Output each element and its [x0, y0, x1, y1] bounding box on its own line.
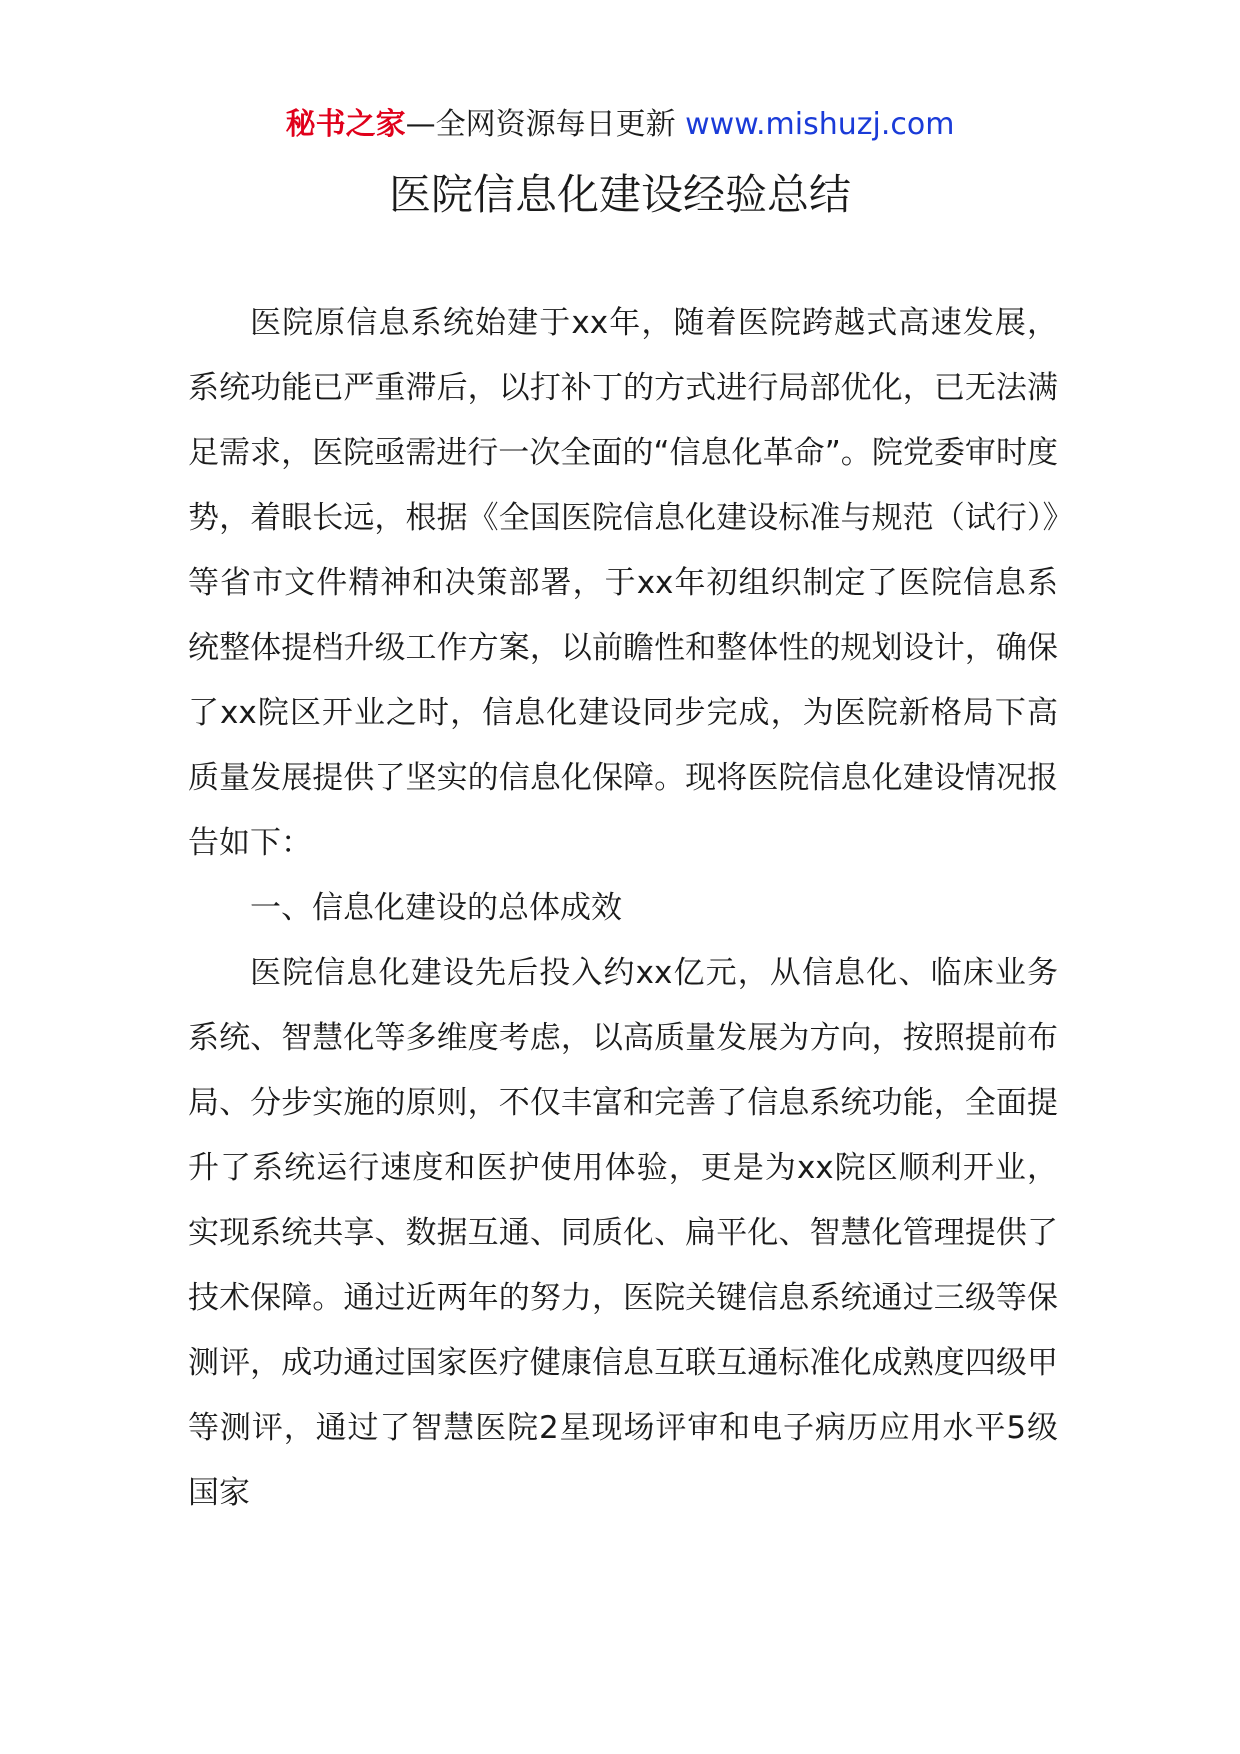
banner-url-link[interactable]: www.mishuzj.com	[685, 107, 955, 142]
document-body	[188, 291, 1058, 1526]
banner-brand: 秘书之家	[285, 107, 406, 142]
document-title: 医院信息化建设经验总结	[388, 170, 851, 219]
banner-tagline: —全网资源每日更新	[405, 107, 676, 142]
site-banner	[0, 100, 1240, 150]
section-heading: 一、信息化建设的总体成效	[250, 890, 622, 926]
paragraph-intro: 医院原信息系统始建于xx年，随着医院跨越式高速发展，系统功能已严重滞后，以打补丁的方式进行局部优化，已无法满足需求，医院亟需进行一次全面的“信息化革命”。院党委审时度势，着眼长远，根据《全国医院信息化建设标准与规范（试行）》等省市文件精神和决策部署，于xx年初组织制定了医院信息系统整体提档升级工作方案，以前瞻性和整体性的规划设计，确保了xx院区开业之时，信息化建设同步完成，为医院新格局下高质量发展提供了坚实的信息化保障。现将医院信息化建设情况报告如下：	[188, 305, 1058, 861]
paragraph-results: 医院信息化建设先后投入约xx亿元，从信息化、临床业务系统、智慧化等多维度考虑，以高质量发展为方向，按照提前布局、分步实施的原则，不仅丰富和完善了信息系统功能，全面提升了系统运行速度和医护使用体验，更是为xx院区顺利开业，实现系统共享、数据互通、同质化、扁平化、智慧化管理提供了技术保障。通过近两年的努力，医院关键信息系统通过三级等保测评，成功通过国家医疗健康信息互联互通标准化成熟度四级甲等测评，通过了智慧医院2星现场评审和电子病历应用水平5级国家	[188, 955, 1058, 1511]
